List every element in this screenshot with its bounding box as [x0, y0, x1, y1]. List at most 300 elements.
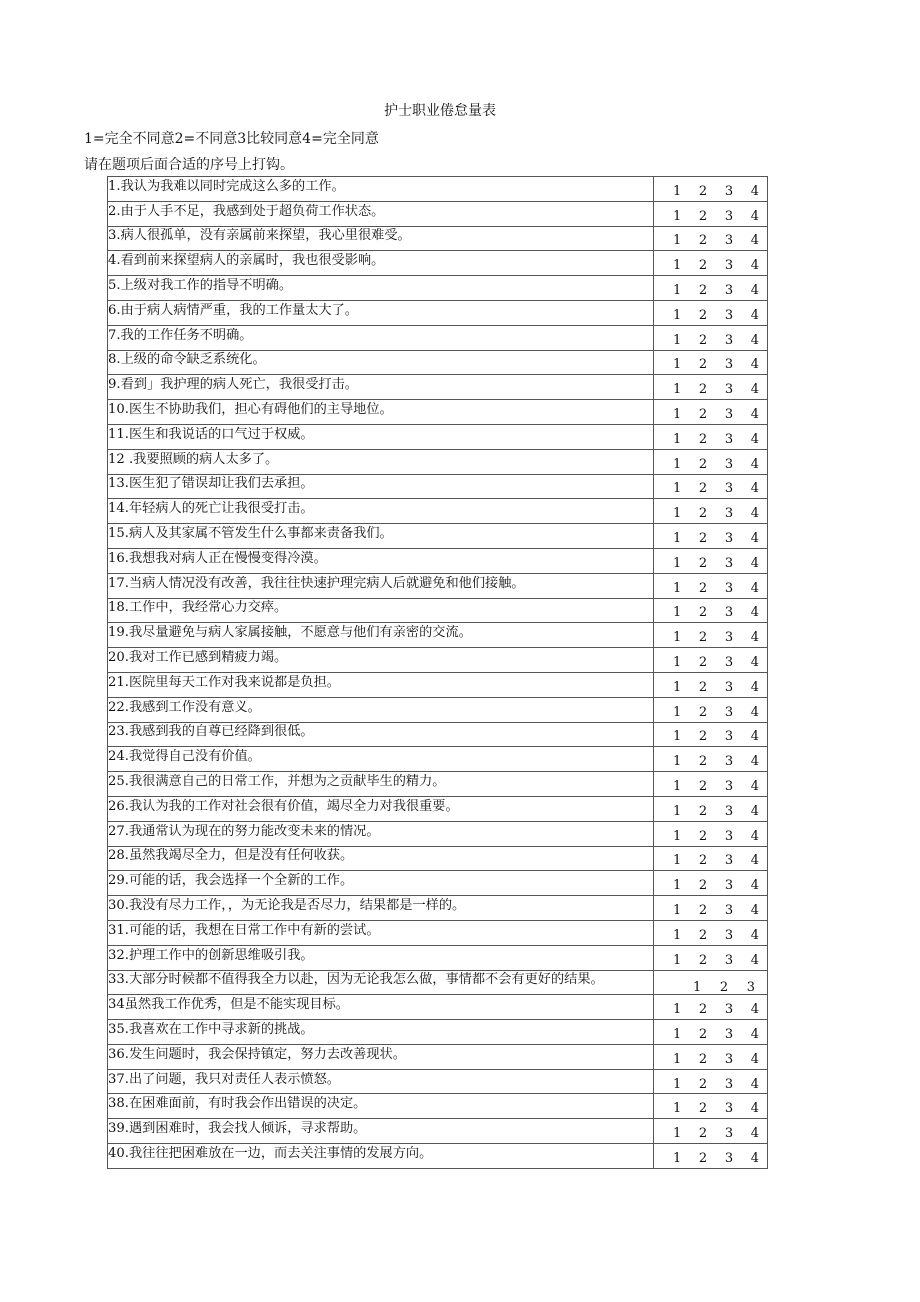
question-row	[108, 350, 768, 375]
rating-option-2[interactable]: 2	[698, 803, 708, 819]
question-cell	[108, 697, 654, 722]
rating-options	[673, 334, 759, 348]
rating-option-3[interactable]: 3	[746, 980, 755, 996]
rating-option-4[interactable]: 4	[750, 605, 759, 621]
question-text: 3.病人很孤单，没有亲属前来探望，我心里很难受。	[108, 228, 411, 244]
rating-options	[673, 234, 759, 248]
rating-option-1[interactable]: 1	[673, 853, 682, 869]
question-cell	[108, 573, 654, 598]
question-cell	[108, 871, 654, 896]
rating-options	[673, 507, 759, 521]
rating-options-cell	[654, 1144, 768, 1169]
rating-option-3[interactable]: 3	[724, 630, 734, 646]
question-cell	[108, 970, 654, 995]
rating-option-2[interactable]: 2	[698, 853, 708, 869]
rating-option-4[interactable]: 4	[750, 828, 759, 844]
question-cell	[108, 177, 654, 202]
question-row	[108, 648, 768, 673]
rating-option-3[interactable]: 3	[724, 1150, 734, 1166]
rating-option-3[interactable]: 3	[724, 506, 734, 522]
rating-options	[673, 681, 759, 695]
rating-option-2[interactable]: 2	[698, 307, 708, 323]
question-cell	[108, 251, 654, 276]
question-text: 33.大部分时候都不值得我全力以赴，因为无论我怎么做，事情都不会有更好的结果。	[108, 972, 604, 988]
rating-option-3[interactable]: 3	[724, 828, 734, 844]
question-cell	[108, 524, 654, 549]
rating-options	[673, 730, 759, 744]
question-row	[108, 400, 768, 425]
question-row	[108, 375, 768, 400]
rating-option-4[interactable]: 4	[750, 878, 759, 894]
question-cell	[108, 796, 654, 821]
rating-option-1[interactable]: 1	[673, 407, 682, 423]
rating-options-cell	[654, 1094, 768, 1119]
rating-option-1[interactable]: 1	[673, 679, 682, 695]
rating-option-4[interactable]: 4	[750, 431, 759, 447]
question-row	[108, 821, 768, 846]
rating-option-3[interactable]: 3	[724, 605, 734, 621]
rating-option-4[interactable]: 4	[750, 1026, 759, 1042]
rating-option-2[interactable]: 2	[698, 1101, 708, 1117]
question-text: 39.遇到困难时，我会找人倾诉，寻求帮助。	[108, 1121, 367, 1137]
rating-options-cell	[654, 300, 768, 325]
question-cell	[108, 821, 654, 846]
rating-option-1[interactable]: 1	[673, 605, 682, 621]
rating-option-4[interactable]: 4	[750, 208, 759, 224]
question-row	[108, 424, 768, 449]
page-title: 护士职业倦怠量表	[384, 103, 496, 119]
question-row	[108, 945, 768, 970]
rating-option-2[interactable]: 2	[698, 704, 708, 720]
rating-option-2[interactable]: 2	[698, 903, 708, 918]
rating-option-3[interactable]: 3	[724, 1026, 734, 1042]
rating-option-4[interactable]: 4	[750, 903, 759, 918]
rating-option-3[interactable]: 3	[724, 729, 734, 745]
question-text: 12 .我要照顾的病人太多了。	[108, 451, 279, 467]
question-row	[108, 524, 768, 549]
rating-options-cell	[654, 548, 768, 573]
rating-options	[673, 185, 759, 199]
rating-option-1[interactable]: 1	[673, 1126, 682, 1142]
question-row	[108, 772, 768, 797]
rating-option-1[interactable]: 1	[673, 233, 682, 249]
rating-options	[673, 606, 759, 620]
rating-options	[673, 557, 759, 571]
rating-option-3[interactable]: 3	[724, 580, 734, 596]
rating-option-4[interactable]: 4	[750, 952, 759, 968]
question-text: 25.我很满意自己的日常工作，并想为之贡献毕生的精力。	[108, 774, 446, 790]
questionnaire-table	[107, 176, 768, 1169]
rating-options-cell	[654, 251, 768, 276]
rating-option-2[interactable]: 2	[698, 456, 708, 472]
rating-option-4[interactable]: 4	[750, 729, 759, 745]
question-row	[108, 623, 768, 648]
rating-option-4[interactable]: 4	[750, 803, 759, 819]
rating-option-2[interactable]: 2	[698, 1150, 708, 1166]
rating-option-4[interactable]: 4	[750, 506, 759, 522]
rating-option-3[interactable]: 3	[724, 952, 734, 968]
rating-options-cell	[654, 1119, 768, 1144]
rating-option-2[interactable]: 2	[698, 1126, 708, 1142]
question-cell	[108, 325, 654, 350]
rating-option-1[interactable]: 1	[673, 307, 682, 323]
question-cell	[108, 896, 654, 921]
rating-options	[673, 854, 759, 868]
rating-option-3[interactable]: 3	[724, 878, 734, 894]
rating-options	[673, 904, 759, 918]
question-text: 26.我认为我的工作对社会很有价值，竭尽全力对我很重要。	[108, 798, 459, 814]
rating-option-1[interactable]: 1	[673, 1101, 682, 1117]
question-row	[108, 1119, 768, 1144]
rating-option-4[interactable]: 4	[750, 332, 759, 348]
rating-options	[673, 879, 759, 893]
rating-option-1[interactable]: 1	[673, 580, 682, 596]
rating-option-2[interactable]: 2	[698, 431, 708, 447]
rating-option-4[interactable]: 4	[750, 1051, 759, 1067]
rating-option-2[interactable]: 2	[698, 357, 708, 373]
rating-options-cell	[654, 201, 768, 226]
question-row	[108, 598, 768, 623]
rating-option-1[interactable]: 1	[673, 481, 682, 497]
rating-option-1[interactable]: 1	[673, 903, 682, 918]
rating-options-cell	[654, 1044, 768, 1069]
question-cell	[108, 400, 654, 425]
rating-option-4[interactable]: 4	[750, 233, 759, 249]
rating-option-4[interactable]: 4	[750, 1076, 759, 1092]
rating-option-2[interactable]: 2	[698, 332, 708, 348]
question-row	[108, 747, 768, 772]
rating-option-1[interactable]: 1	[693, 980, 702, 996]
rating-option-4[interactable]: 4	[750, 580, 759, 596]
rating-option-2[interactable]: 2	[698, 630, 708, 646]
question-row	[108, 871, 768, 896]
rating-option-2[interactable]: 2	[719, 980, 729, 996]
question-cell	[108, 1094, 654, 1119]
rating-option-2[interactable]: 2	[698, 555, 708, 571]
rating-options-cell	[654, 598, 768, 623]
question-cell	[108, 474, 654, 499]
rating-option-3[interactable]: 3	[724, 704, 734, 720]
rating-option-1[interactable]: 1	[673, 183, 682, 199]
question-cell	[108, 598, 654, 623]
question-text: 21.医院里每天工作对我来说都是负担。	[108, 674, 340, 690]
rating-options	[673, 755, 759, 769]
rating-option-2[interactable]: 2	[698, 952, 708, 968]
question-row	[108, 226, 768, 251]
rating-option-4[interactable]: 4	[750, 481, 759, 497]
rating-options-cell	[654, 276, 768, 301]
rating-option-3[interactable]: 3	[724, 1126, 734, 1142]
question-cell	[108, 772, 654, 797]
question-cell	[108, 747, 654, 772]
rating-options	[673, 458, 759, 472]
question-cell	[108, 920, 654, 945]
rating-option-3[interactable]: 3	[724, 853, 734, 869]
question-row	[108, 251, 768, 276]
rating-option-2[interactable]: 2	[698, 878, 708, 894]
rating-option-4[interactable]: 4	[750, 679, 759, 695]
rating-option-2[interactable]: 2	[698, 481, 708, 497]
rating-option-1[interactable]: 1	[673, 1076, 682, 1092]
rating-option-1[interactable]: 1	[673, 531, 682, 547]
rating-option-3[interactable]: 3	[724, 927, 734, 943]
rating-option-1[interactable]: 1	[673, 456, 682, 472]
rating-options-cell	[654, 995, 768, 1020]
rating-option-2[interactable]: 2	[698, 1076, 708, 1092]
rating-option-4[interactable]: 4	[750, 754, 759, 770]
rating-options-cell	[654, 449, 768, 474]
rating-option-4[interactable]: 4	[750, 704, 759, 720]
question-text: 20.我对工作已感到精疲力竭。	[108, 650, 288, 666]
rating-option-2[interactable]: 2	[698, 1002, 708, 1018]
question-row	[108, 896, 768, 921]
rating-option-2[interactable]: 2	[698, 283, 708, 299]
question-text: 14.年轻病人的死亡让我很受打击。	[108, 501, 314, 517]
rating-option-4[interactable]: 4	[750, 1126, 759, 1142]
rating-option-4[interactable]: 4	[750, 1002, 759, 1018]
rating-options-cell	[654, 722, 768, 747]
question-text: 24.我觉得自己没有价值。	[108, 749, 261, 765]
rating-option-2[interactable]: 2	[698, 233, 708, 249]
question-row	[108, 474, 768, 499]
question-text: 17.当病人情况没有改善，我往往快速护理完病人后就避免和他们接触。	[108, 575, 525, 591]
question-text: 9.看到」我护理的病人死亡，我很受打击。	[108, 377, 358, 393]
rating-option-4[interactable]: 4	[750, 183, 759, 199]
question-cell	[108, 1069, 654, 1094]
rating-options	[673, 1003, 759, 1017]
rating-option-3[interactable]: 3	[724, 1002, 734, 1018]
question-row	[108, 796, 768, 821]
rating-option-1[interactable]: 1	[673, 630, 682, 646]
rating-options	[673, 309, 759, 323]
rating-options-cell	[654, 796, 768, 821]
rating-option-3[interactable]: 3	[724, 1051, 734, 1067]
rating-option-3[interactable]: 3	[724, 183, 734, 199]
rating-options-cell	[654, 424, 768, 449]
rating-option-1[interactable]: 1	[673, 382, 682, 398]
rating-option-2[interactable]: 2	[698, 754, 708, 770]
rating-options-cell	[654, 226, 768, 251]
rating-option-3[interactable]: 3	[724, 307, 734, 323]
question-cell	[108, 1144, 654, 1169]
rating-option-4[interactable]: 4	[750, 927, 759, 943]
rating-options	[673, 1127, 759, 1141]
question-text: 10.医生不协助我们，担心有碍他们的主导地位。	[108, 402, 393, 418]
question-cell	[108, 1044, 654, 1069]
rating-option-1[interactable]: 1	[673, 655, 682, 671]
rating-option-1[interactable]: 1	[673, 258, 682, 274]
rating-option-1[interactable]: 1	[673, 283, 682, 299]
rating-option-2[interactable]: 2	[698, 828, 708, 844]
question-row	[108, 276, 768, 301]
rating-option-3[interactable]: 3	[724, 431, 734, 447]
rating-option-1[interactable]: 1	[673, 1051, 682, 1067]
question-cell	[108, 424, 654, 449]
rating-option-2[interactable]: 2	[698, 729, 708, 745]
question-row	[108, 722, 768, 747]
question-text: 4.看到前来探望病人的亲属时，我也很受影响。	[108, 253, 385, 269]
rating-option-3[interactable]: 3	[724, 655, 734, 671]
rating-option-1[interactable]: 1	[673, 357, 682, 373]
question-row	[108, 499, 768, 524]
question-text: 23.我感到我的自尊已经降到很低。	[108, 724, 314, 740]
rating-option-1[interactable]: 1	[673, 555, 682, 571]
rating-option-1[interactable]: 1	[673, 754, 682, 770]
question-row	[108, 846, 768, 871]
rating-option-4[interactable]: 4	[750, 382, 759, 398]
rating-option-3[interactable]: 3	[724, 555, 734, 571]
rating-option-3[interactable]: 3	[724, 357, 734, 373]
rating-option-4[interactable]: 4	[750, 531, 759, 547]
rating-option-3[interactable]: 3	[724, 407, 734, 423]
rating-option-4[interactable]: 4	[750, 283, 759, 299]
rating-option-3[interactable]: 3	[724, 233, 734, 249]
rating-option-1[interactable]: 1	[673, 952, 682, 968]
rating-option-4[interactable]: 4	[750, 555, 759, 571]
rating-options	[673, 259, 759, 273]
rating-option-2[interactable]: 2	[698, 1051, 708, 1067]
rating-options	[673, 1152, 759, 1166]
rating-option-4[interactable]: 4	[750, 357, 759, 373]
rating-options-cell	[654, 821, 768, 846]
rating-option-4[interactable]: 4	[750, 407, 759, 423]
rating-option-2[interactable]: 2	[698, 506, 708, 522]
rating-option-4[interactable]: 4	[750, 655, 759, 671]
rating-option-3[interactable]: 3	[724, 779, 734, 795]
rating-option-2[interactable]: 2	[698, 655, 708, 671]
rating-options	[673, 656, 759, 670]
rating-options	[673, 482, 759, 496]
rating-option-2[interactable]: 2	[698, 580, 708, 596]
rating-options	[673, 780, 759, 794]
question-row	[108, 325, 768, 350]
rating-option-4[interactable]: 4	[750, 853, 759, 869]
rating-option-1[interactable]: 1	[673, 729, 682, 745]
rating-options	[693, 981, 755, 995]
rating-option-2[interactable]: 2	[698, 258, 708, 274]
question-row	[108, 1069, 768, 1094]
rating-option-1[interactable]: 1	[673, 828, 682, 844]
rating-options-cell	[654, 573, 768, 598]
rating-option-1[interactable]: 1	[673, 878, 682, 894]
question-text: 36.发生问题时，我会保持镇定，努力去改善现状。	[108, 1046, 406, 1062]
question-cell	[108, 648, 654, 673]
question-row	[108, 548, 768, 573]
rating-option-4[interactable]: 4	[750, 307, 759, 323]
question-text: 32.护理工作中的创新思维吸引我。	[108, 947, 314, 963]
rating-option-1[interactable]: 1	[673, 1150, 682, 1166]
rating-option-2[interactable]: 2	[698, 605, 708, 621]
rating-option-1[interactable]: 1	[673, 1026, 682, 1042]
question-cell	[108, 449, 654, 474]
question-cell	[108, 201, 654, 226]
question-cell	[108, 846, 654, 871]
rating-option-4[interactable]: 4	[750, 456, 759, 472]
rating-option-2[interactable]: 2	[698, 407, 708, 423]
rating-option-1[interactable]: 1	[673, 803, 682, 819]
rating-option-1[interactable]: 1	[673, 506, 682, 522]
rating-options	[673, 929, 759, 943]
rating-option-4[interactable]: 4	[750, 779, 759, 795]
rating-option-1[interactable]: 1	[673, 332, 682, 348]
question-text: 2.由于人手不足，我感到处于超负荷工作状态。	[108, 203, 385, 219]
rating-option-2[interactable]: 2	[698, 1026, 708, 1042]
rating-option-3[interactable]: 3	[724, 208, 734, 224]
question-cell	[108, 945, 654, 970]
rating-option-3[interactable]: 3	[724, 803, 734, 819]
question-text: 19.我尽量避免与病人家属接触，不愿意与他们有亲密的交流。	[108, 625, 472, 641]
rating-option-3[interactable]: 3	[724, 382, 734, 398]
rating-option-3[interactable]: 3	[724, 1101, 734, 1117]
rating-option-3[interactable]: 3	[724, 754, 734, 770]
rating-option-3[interactable]: 3	[724, 332, 734, 348]
rating-options	[673, 210, 759, 224]
question-text: 5.上级对我工作的指导不明确。	[108, 278, 293, 294]
rating-option-3[interactable]: 3	[724, 679, 734, 695]
rating-option-2[interactable]: 2	[698, 531, 708, 547]
rating-option-1[interactable]: 1	[673, 1002, 682, 1018]
question-cell	[108, 1119, 654, 1144]
question-cell	[108, 375, 654, 400]
question-row	[108, 1044, 768, 1069]
rating-options-cell	[654, 896, 768, 921]
rating-option-2[interactable]: 2	[698, 927, 708, 943]
rating-option-4[interactable]: 4	[750, 258, 759, 274]
question-text: 38.在困难面前，有时我会作出错误的决定。	[108, 1096, 367, 1112]
rating-options	[673, 408, 759, 422]
rating-option-1[interactable]: 1	[673, 927, 682, 943]
rating-options-cell	[654, 177, 768, 202]
rating-option-2[interactable]: 2	[698, 382, 708, 398]
rating-option-2[interactable]: 2	[698, 183, 708, 199]
question-text: 8.上级的命令缺乏系统化。	[108, 352, 266, 368]
rating-option-4[interactable]: 4	[750, 1101, 759, 1117]
rating-option-1[interactable]: 1	[673, 779, 682, 795]
rating-options-cell	[654, 499, 768, 524]
rating-option-4[interactable]: 4	[750, 630, 759, 646]
rating-option-1[interactable]: 1	[673, 208, 682, 224]
question-text: 35.我喜欢在工作中寻求新的挑战。	[108, 1021, 314, 1037]
rating-option-3[interactable]: 3	[724, 531, 734, 547]
rating-option-2[interactable]: 2	[698, 679, 708, 695]
rating-option-3[interactable]: 3	[724, 481, 734, 497]
rating-option-3[interactable]: 3	[724, 258, 734, 274]
question-cell	[108, 276, 654, 301]
rating-options	[673, 631, 759, 645]
question-text: 28.虽然我竭尽全力，但是没有任何收获。	[108, 848, 354, 864]
rating-option-3[interactable]: 3	[724, 283, 734, 299]
rating-legend: 1=完全不同意2=不同意3比较同意4=完全同意	[84, 131, 379, 147]
rating-options	[673, 954, 759, 968]
question-text: 27.我通常认为现在的努力能改变未来的情况。	[108, 823, 380, 839]
rating-option-4[interactable]: 4	[750, 1150, 759, 1166]
rating-options-cell	[654, 350, 768, 375]
rating-option-2[interactable]: 2	[698, 208, 708, 224]
rating-option-2[interactable]: 2	[698, 779, 708, 795]
question-cell	[108, 672, 654, 697]
question-text: 13.医生犯了错误却让我们去承担。	[108, 476, 314, 492]
rating-option-1[interactable]: 1	[673, 431, 682, 447]
rating-option-3[interactable]: 3	[724, 456, 734, 472]
rating-options-cell	[654, 920, 768, 945]
question-cell	[108, 499, 654, 524]
rating-option-1[interactable]: 1	[673, 704, 682, 720]
question-text: 7.我的工作任务不明确。	[108, 327, 253, 343]
question-row	[108, 995, 768, 1020]
rating-option-3[interactable]: 3	[724, 903, 734, 918]
rating-option-3[interactable]: 3	[724, 1076, 734, 1092]
rating-options	[673, 1053, 759, 1067]
